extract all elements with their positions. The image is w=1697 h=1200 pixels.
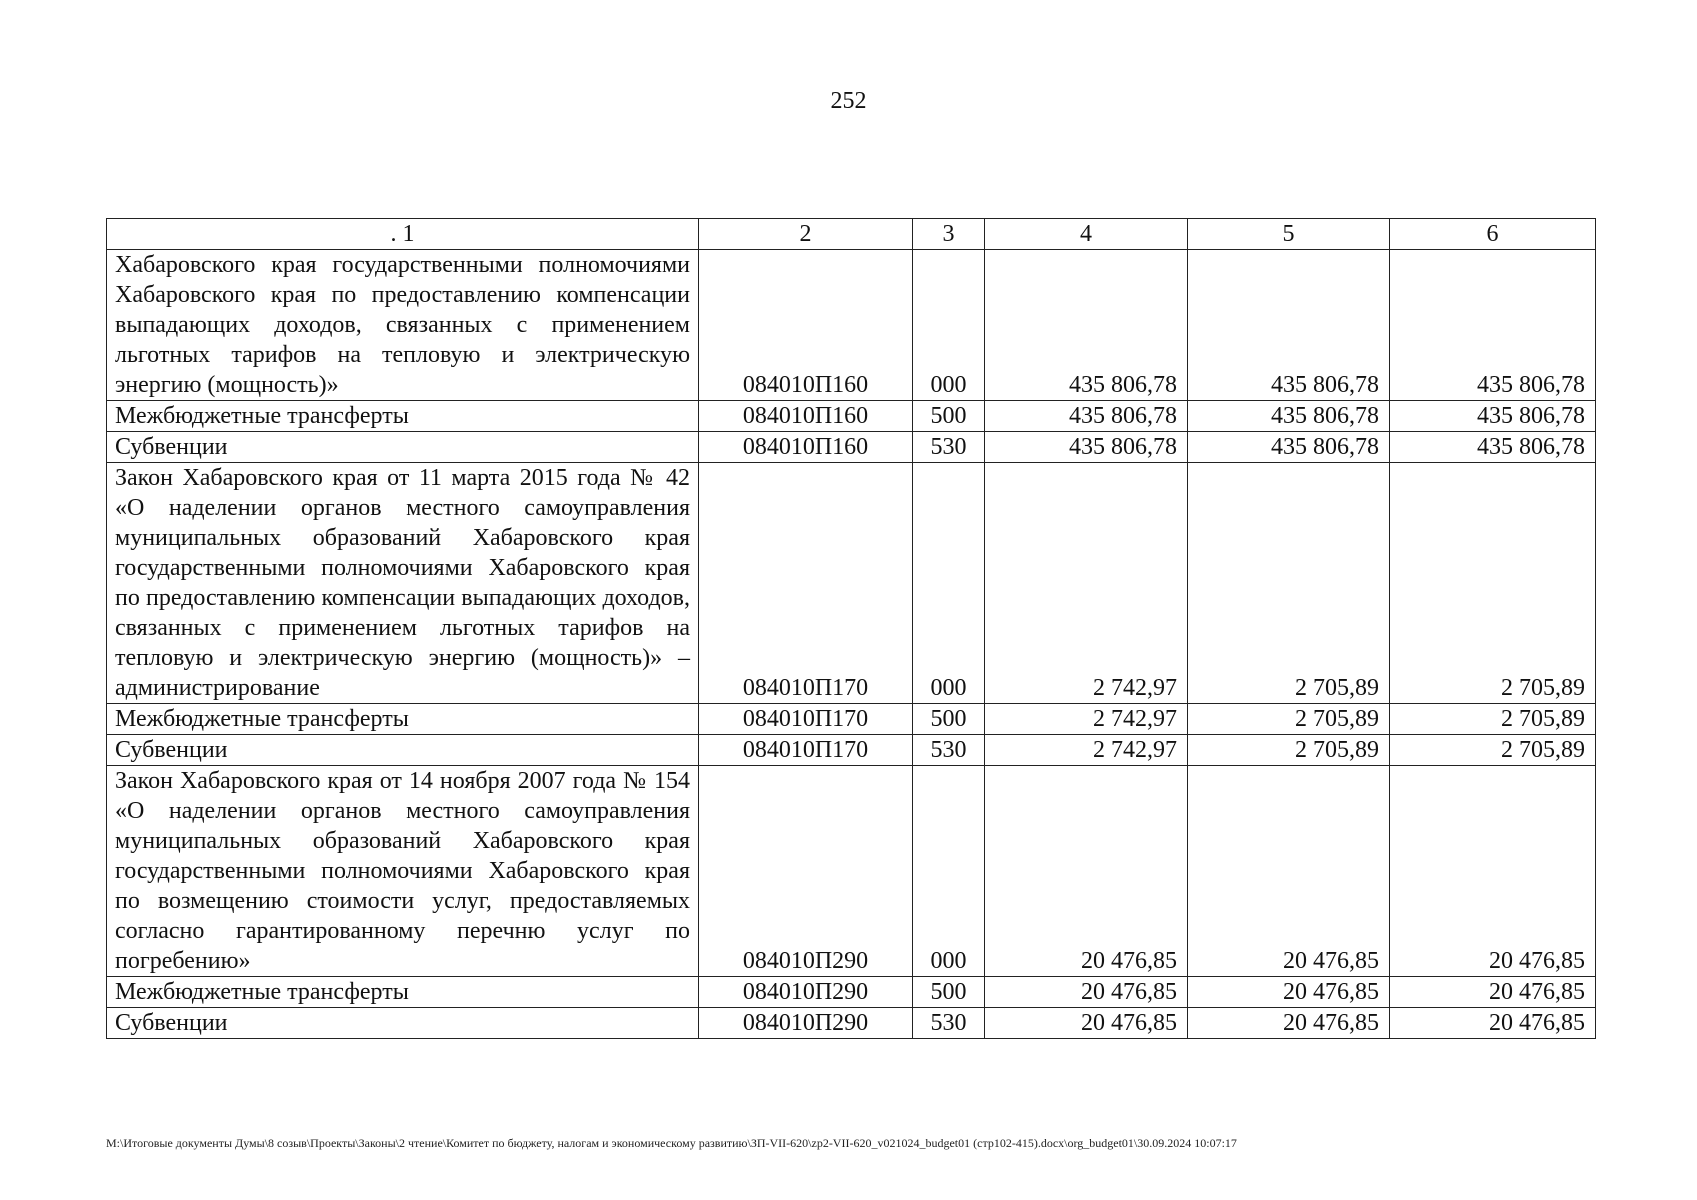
row-value-2: 435 806,78 bbox=[1188, 401, 1390, 432]
row-code: 084010П170 bbox=[699, 735, 913, 766]
header-col-6: 6 bbox=[1390, 219, 1596, 250]
row-description: Хабаровского края государственными полномочиями Хабаровского края по предоставлению компенсации выпадающих доходов, связанных с применением льготных тарифов на тепловую и электрическую энергию (мощность)» bbox=[107, 250, 699, 401]
row-value-1: 2 742,97 bbox=[985, 704, 1188, 735]
row-description: Закон Хабаровского края от 14 ноября 2007 года № 154 «О наделении органов местного самоуправления муниципальных образований Хабаровского края государственными полномочиями Хабаровского края по возмещению стоимости услуг, предоставляемых согласно гарантированному перечню услуг по погребению» bbox=[107, 766, 699, 977]
table-row bbox=[107, 250, 1596, 401]
table-row bbox=[107, 977, 1596, 1008]
header-col-2: 2 bbox=[699, 219, 913, 250]
row-description: Субвенции bbox=[107, 735, 699, 766]
row-code: 084010П170 bbox=[699, 704, 913, 735]
row-value-3: 2 705,89 bbox=[1390, 463, 1596, 704]
table-row bbox=[107, 401, 1596, 432]
row-value-3: 20 476,85 bbox=[1390, 977, 1596, 1008]
table-row bbox=[107, 704, 1596, 735]
row-code: 084010П170 bbox=[699, 463, 913, 704]
table-row bbox=[107, 766, 1596, 977]
row-code: 084010П290 bbox=[699, 1008, 913, 1039]
table-row bbox=[107, 432, 1596, 463]
budget-table bbox=[106, 218, 1596, 1039]
row-value-3: 2 705,89 bbox=[1390, 735, 1596, 766]
row-value-2: 20 476,85 bbox=[1188, 977, 1390, 1008]
row-description: Межбюджетные трансферты bbox=[107, 977, 699, 1008]
row-code: 084010П290 bbox=[699, 977, 913, 1008]
table-row bbox=[107, 735, 1596, 766]
row-value-1: 20 476,85 bbox=[985, 1008, 1188, 1039]
row-expense-type: 000 bbox=[913, 463, 985, 704]
row-value-1: 20 476,85 bbox=[985, 977, 1188, 1008]
row-expense-type: 530 bbox=[913, 1008, 985, 1039]
header-col-3: 3 bbox=[913, 219, 985, 250]
row-value-3: 20 476,85 bbox=[1390, 766, 1596, 977]
header-col-4: 4 bbox=[985, 219, 1188, 250]
row-code: 084010П290 bbox=[699, 766, 913, 977]
row-code: 084010П160 bbox=[699, 250, 913, 401]
row-value-2: 20 476,85 bbox=[1188, 766, 1390, 977]
row-description: Межбюджетные трансферты bbox=[107, 704, 699, 735]
row-expense-type: 500 bbox=[913, 401, 985, 432]
row-code: 084010П160 bbox=[699, 432, 913, 463]
row-description: Субвенции bbox=[107, 1008, 699, 1039]
footer-file-path: M:\Итоговые документы Думы\8 созыв\Проекты\Законы\2 чтение\Комитет по бюджету, налогам и экономическому развитию\ЗП-VII-620\zp2-VII-620_v021024_budget01 (стр102-415).docx\org_budget01\30.09.2024 10:07:17 bbox=[106, 1136, 1237, 1150]
header-col-5: 5 bbox=[1188, 219, 1390, 250]
row-description: Закон Хабаровского края от 11 марта 2015 года № 42 «О наделении органов местного самоуправления муниципальных образований Хабаровского края государственными полномочиями Хабаровского края по предоставлению компенсации выпадающих доходов, связанных с применением льготных тарифов на тепловую и электрическую энергию (мощность)» – администрирование bbox=[107, 463, 699, 704]
row-value-3: 435 806,78 bbox=[1390, 432, 1596, 463]
header-col-1: . 1 bbox=[107, 219, 699, 250]
page-number: 252 bbox=[830, 88, 867, 114]
row-value-2: 2 705,89 bbox=[1188, 735, 1390, 766]
row-expense-type: 000 bbox=[913, 250, 985, 401]
row-value-2: 435 806,78 bbox=[1188, 250, 1390, 401]
row-value-1: 2 742,97 bbox=[985, 463, 1188, 704]
row-value-3: 435 806,78 bbox=[1390, 401, 1596, 432]
row-expense-type: 500 bbox=[913, 977, 985, 1008]
row-expense-type: 530 bbox=[913, 432, 985, 463]
row-value-2: 20 476,85 bbox=[1188, 1008, 1390, 1039]
row-value-1: 2 742,97 bbox=[985, 735, 1188, 766]
row-expense-type: 000 bbox=[913, 766, 985, 977]
row-value-1: 435 806,78 bbox=[985, 432, 1188, 463]
row-value-1: 435 806,78 bbox=[985, 250, 1188, 401]
row-value-3: 435 806,78 bbox=[1390, 250, 1596, 401]
row-description: Субвенции bbox=[107, 432, 699, 463]
table-row bbox=[107, 1008, 1596, 1039]
row-value-3: 20 476,85 bbox=[1390, 1008, 1596, 1039]
table-row bbox=[107, 463, 1596, 704]
row-value-3: 2 705,89 bbox=[1390, 704, 1596, 735]
row-expense-type: 500 bbox=[913, 704, 985, 735]
row-value-1: 435 806,78 bbox=[985, 401, 1188, 432]
table-header-row bbox=[107, 219, 1596, 250]
row-value-2: 2 705,89 bbox=[1188, 704, 1390, 735]
row-value-1: 20 476,85 bbox=[985, 766, 1188, 977]
row-description: Межбюджетные трансферты bbox=[107, 401, 699, 432]
row-code: 084010П160 bbox=[699, 401, 913, 432]
row-value-2: 2 705,89 bbox=[1188, 463, 1390, 704]
row-value-2: 435 806,78 bbox=[1188, 432, 1390, 463]
row-expense-type: 530 bbox=[913, 735, 985, 766]
